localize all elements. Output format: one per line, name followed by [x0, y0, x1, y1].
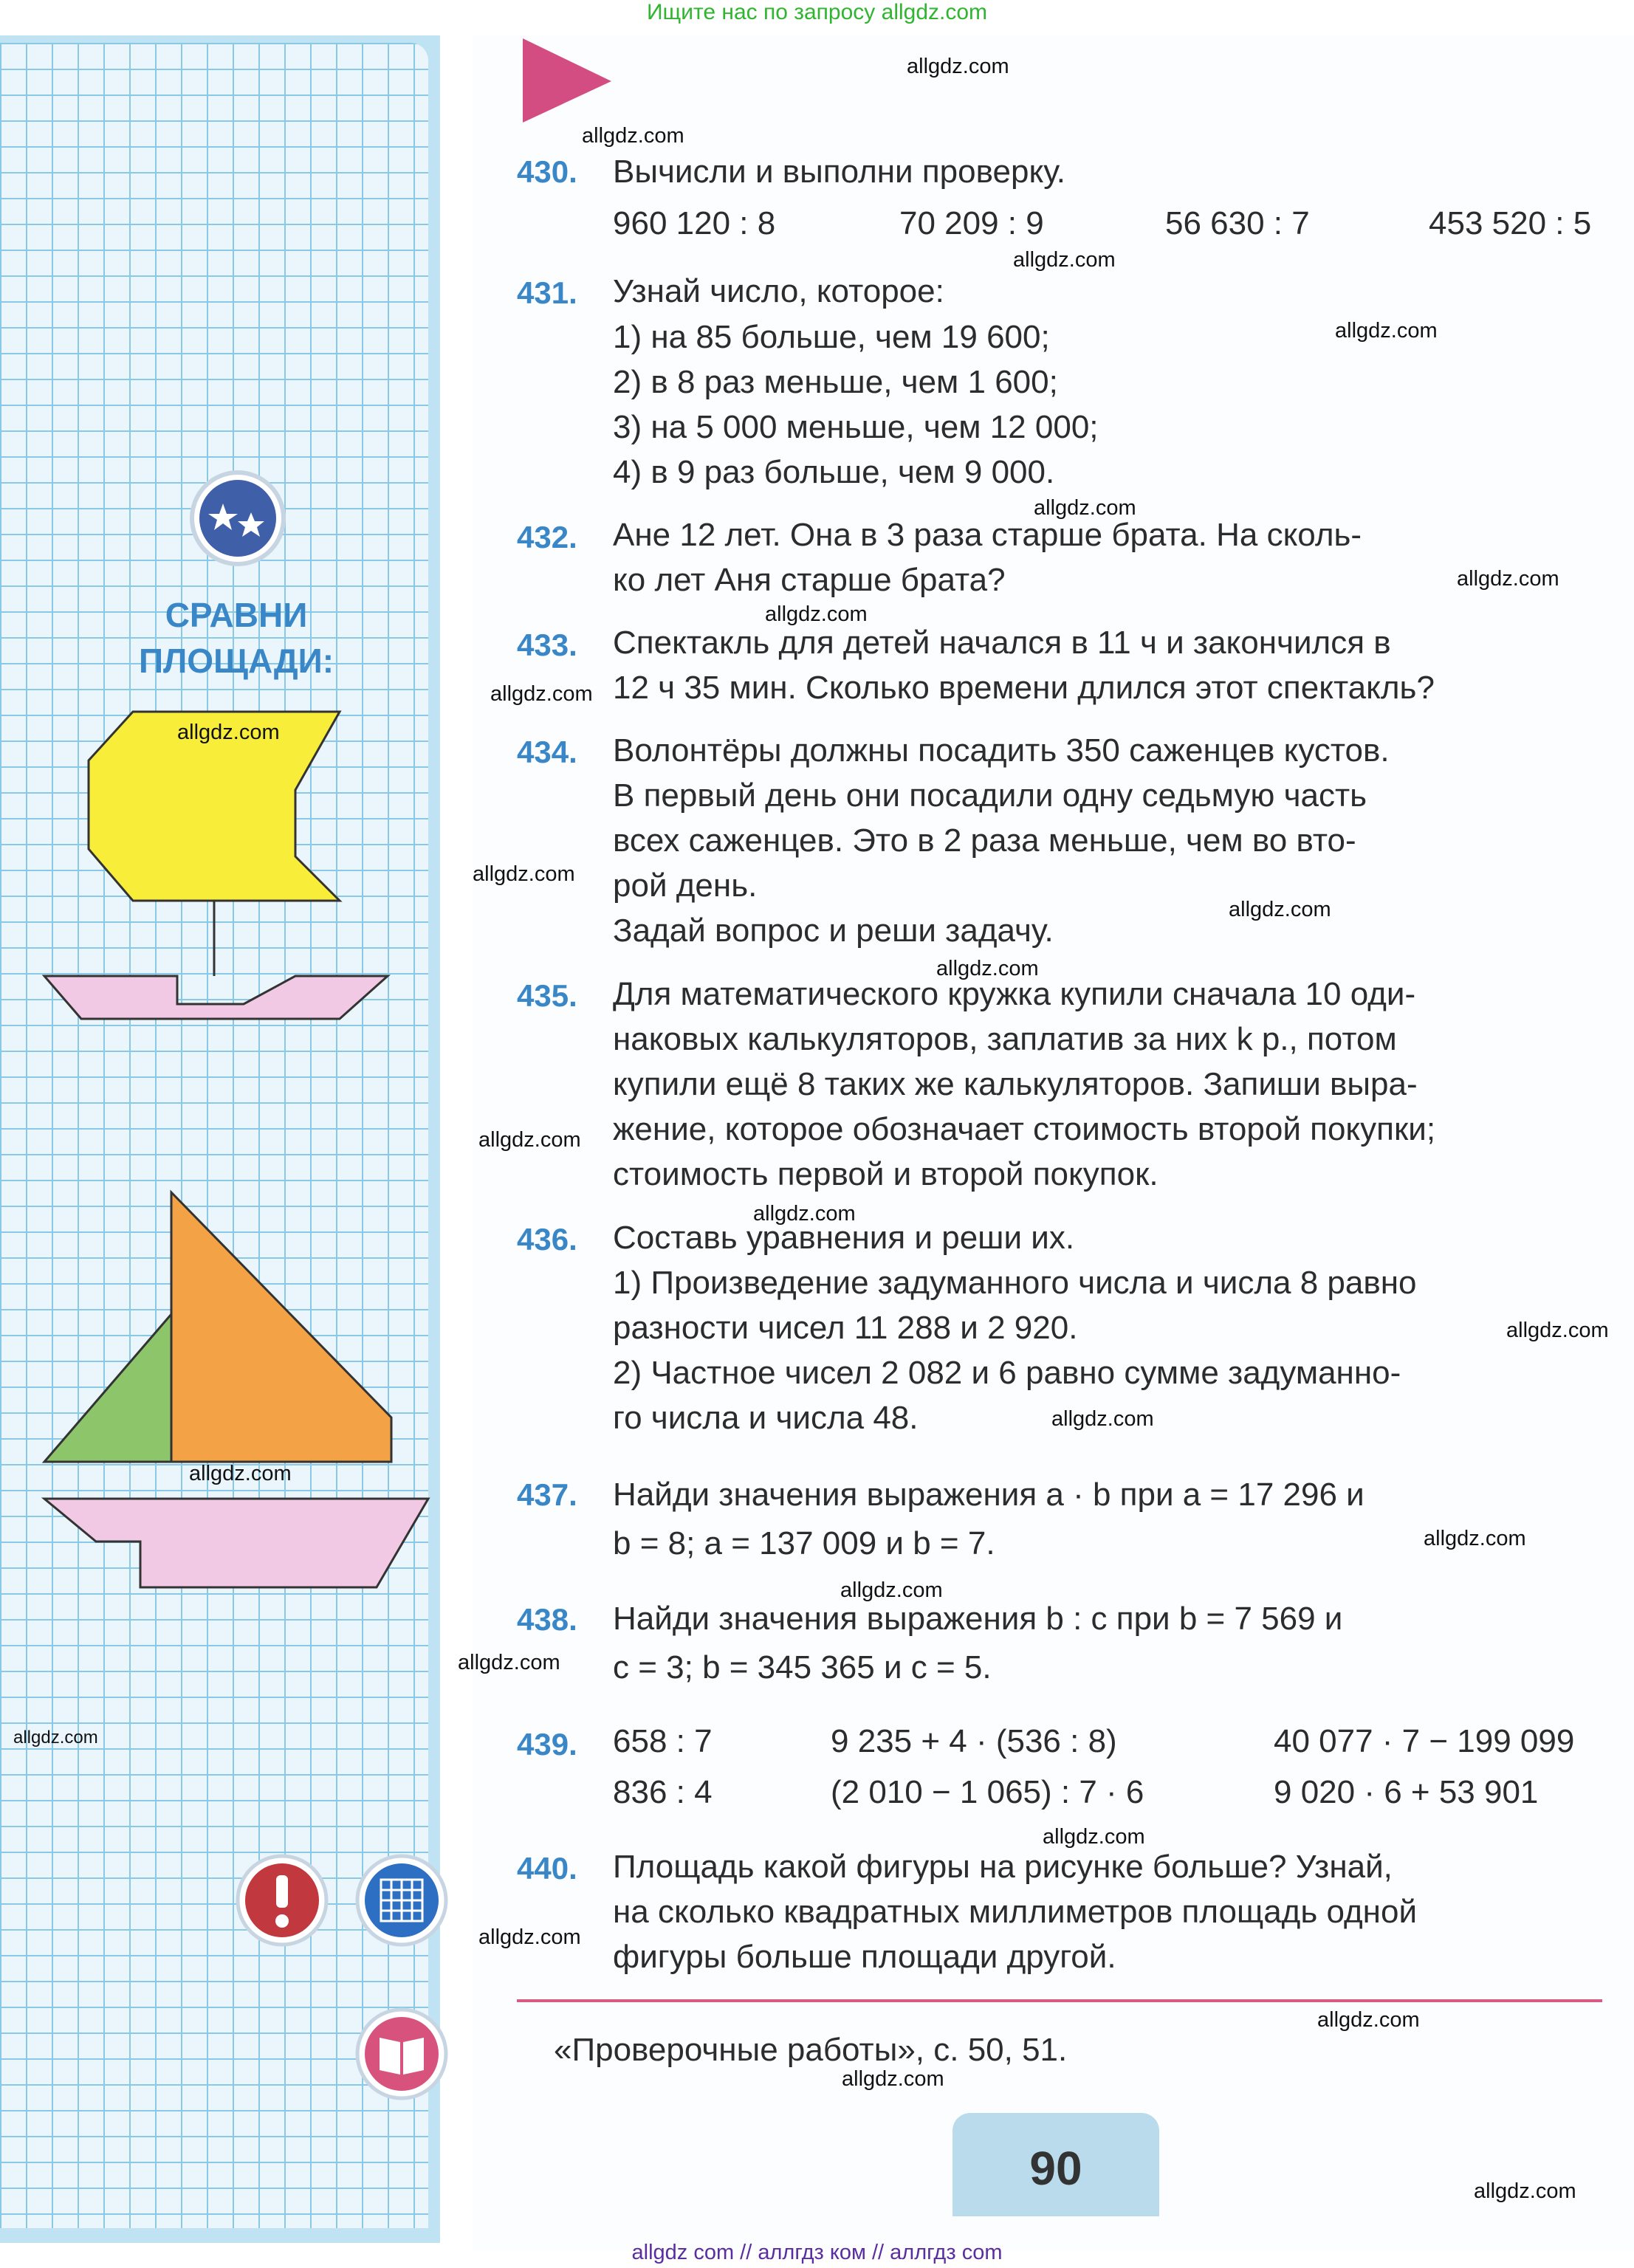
- watermark: allgdz.com: [1335, 319, 1438, 343]
- task-430-text: Вычисли и выполни проверку.: [613, 154, 1066, 190]
- task-438-line: Найди значения выражения b : c при b = 7 569 и: [613, 1601, 1343, 1637]
- task-439-expr: 40 077 · 7 − 199 099: [1274, 1723, 1575, 1759]
- task-434-line: рой день.: [613, 867, 758, 904]
- task-435-line: наковых калькуляторов, заплатив за них k р., потом: [613, 1021, 1397, 1057]
- watermark: allgdz.com: [189, 1462, 292, 1485]
- pink-hull-shape-2: [44, 1499, 428, 1587]
- watermark: allgdz.com: [907, 55, 1009, 78]
- watermark: allgdz.com: [1043, 1825, 1145, 1849]
- watermark: allgdz.com: [1317, 2008, 1420, 2032]
- task-436-line: Составь уравнения и реши их.: [613, 1220, 1075, 1256]
- page-number: 90: [952, 2113, 1159, 2216]
- watermark: allgdz.com: [458, 1651, 560, 1674]
- sidebar-title-line-1: СРАВНИ: [165, 596, 308, 634]
- watermark: allgdz.com: [753, 1202, 856, 1226]
- grid-icon: [354, 1853, 449, 1948]
- task-438-line: c = 3; b = 345 365 и c = 5.: [613, 1649, 992, 1685]
- task-436-line: го числа и числа 48.: [613, 1400, 919, 1436]
- task-number-437: 437.: [517, 1477, 577, 1512]
- task-436-line: 2) Частное чисел 2 082 и 6 равно сумме задуманно-: [613, 1355, 1401, 1391]
- task-430-expr-4: 453 520 : 5: [1429, 205, 1592, 241]
- task-number-439: 439.: [517, 1727, 577, 1762]
- watermark: allgdz.com: [1051, 1407, 1154, 1431]
- task-number-435: 435.: [517, 978, 577, 1013]
- task-431-item: 4) в 9 раз больше, чем 9 000.: [613, 454, 1055, 490]
- task-435-line: купили ещё 8 таких же калькуляторов. Запиши выра-: [613, 1066, 1418, 1102]
- watermark: allgdz.com: [478, 1925, 581, 1949]
- task-440-line: на сколько квадратных миллиметров площадь одной: [613, 1894, 1418, 1930]
- watermark: allgdz.com: [582, 124, 684, 148]
- task-434-line: Волонтёры должны посадить 350 саженцев кустов.: [613, 732, 1390, 769]
- task-number-436: 436.: [517, 1222, 577, 1257]
- task-440-line: фигуры больше площади другой.: [613, 1939, 1116, 1975]
- watermark: allgdz.com: [1013, 248, 1116, 272]
- watermark: allgdz.com: [765, 602, 868, 626]
- task-437-line: b = 8; a = 137 009 и b = 7.: [613, 1525, 995, 1561]
- task-431-item: 1) на 85 больше, чем 19 600;: [613, 319, 1050, 355]
- task-433-line: Спектакль для детей начался в 11 ч и закончился в: [613, 625, 1391, 661]
- watermark: allgdz.com: [1424, 1527, 1526, 1550]
- footer-links[interactable]: allgdz com // аллгдз ком // аллгдз com: [631, 2241, 1003, 2264]
- book-icon: [354, 2007, 449, 2101]
- task-434-line: Задай вопрос и реши задачу.: [613, 913, 1054, 949]
- watermark: allgdz.com: [1457, 567, 1559, 591]
- task-436-line: разности чисел 11 288 и 2 920.: [613, 1310, 1078, 1346]
- watermark: allgdz.com: [1034, 496, 1136, 520]
- divider-line: [517, 1999, 1602, 2002]
- watermark: allgdz.com: [1506, 1319, 1609, 1342]
- task-430-expr-2: 70 209 : 9: [899, 205, 1044, 241]
- task-439-expr: 9 020 · 6 + 53 901: [1274, 1774, 1539, 1810]
- task-439-expr: 9 235 + 4 · (536 : 8): [831, 1723, 1117, 1759]
- green-sail-shape: [44, 1314, 171, 1462]
- task-number-440: 440.: [517, 1851, 577, 1886]
- watermark: allgdz.com: [177, 721, 280, 744]
- task-439-expr: 836 : 4: [613, 1774, 713, 1810]
- watermark: allgdz.com: [13, 1728, 98, 1748]
- attention-icon: [235, 1853, 329, 1948]
- watermark: allgdz.com: [840, 1578, 943, 1602]
- task-433-line: 12 ч 35 мин. Сколько времени длился этот спектакль?: [613, 670, 1435, 706]
- watermark: allgdz.com: [842, 2067, 944, 2091]
- task-432-line: ко лет Аня старше брата?: [613, 562, 1006, 598]
- task-437-line: Найди значения выражения a · b при a = 17 296 и: [613, 1477, 1364, 1513]
- task-430-expr-3: 56 630 : 7: [1165, 205, 1310, 241]
- play-triangle-icon: [517, 35, 620, 124]
- task-435-line: Для математического кружка купили сначала 10 оди-: [613, 976, 1416, 1012]
- watermark: allgdz.com: [473, 862, 575, 886]
- task-number-433: 433.: [517, 628, 577, 662]
- watermark: allgdz.com: [1229, 898, 1331, 921]
- task-436-line: 1) Произведение задуманного числа и числа 8 равно: [613, 1265, 1417, 1301]
- task-431-item: 2) в 8 раз меньше, чем 1 600;: [613, 364, 1058, 400]
- task-number-434: 434.: [517, 735, 577, 769]
- task-number-430: 430.: [517, 154, 577, 189]
- task-439-expr: (2 010 − 1 065) : 7 · 6: [831, 1774, 1144, 1810]
- task-432-line: Ане 12 лет. Она в 3 раза старше брата. На сколь-: [613, 517, 1362, 553]
- task-435-line: стоимость первой и второй покупок.: [613, 1156, 1158, 1192]
- task-435-line: жение, которое обозначает стоимость второй покупки;: [613, 1111, 1436, 1147]
- task-440-line: Площадь какой фигуры на рисунке больше? Узнай,: [613, 1849, 1393, 1885]
- watermark: allgdz.com: [490, 682, 593, 706]
- pink-hull-shape: [44, 976, 388, 1019]
- watermark: allgdz.com: [936, 957, 1039, 980]
- task-434-line: В первый день они посадили одну седьмую часть: [613, 777, 1367, 814]
- search-hint[interactable]: Ищите нас по запросу allgdz.com: [646, 0, 988, 24]
- sidebar-title-line-2: ПЛОЩАДИ:: [138, 642, 334, 680]
- task-number-438: 438.: [517, 1602, 577, 1637]
- task-number-432: 432.: [517, 520, 577, 554]
- ship-figure-1: [30, 709, 443, 1048]
- watermark: allgdz.com: [1474, 2179, 1576, 2203]
- ship-figure-2: [30, 1189, 443, 1602]
- sidebar-title: [111, 592, 362, 684]
- orange-sail-shape: [171, 1192, 391, 1462]
- stars-badge-icon: [186, 467, 289, 570]
- task-434-line: всех саженцев. Это в 2 раза меньше, чем во вто-: [613, 822, 1356, 859]
- task-431-text: Узнай число, которое:: [613, 273, 944, 309]
- task-number-431: 431.: [517, 275, 577, 310]
- task-439-expr: 658 : 7: [613, 1723, 713, 1759]
- task-430-expr-1: 960 120 : 8: [613, 205, 776, 241]
- watermark: allgdz.com: [478, 1128, 581, 1152]
- reference-text: «Проверочные работы», с. 50, 51.: [554, 2032, 1068, 2068]
- task-431-item: 3) на 5 000 меньше, чем 12 000;: [613, 409, 1099, 445]
